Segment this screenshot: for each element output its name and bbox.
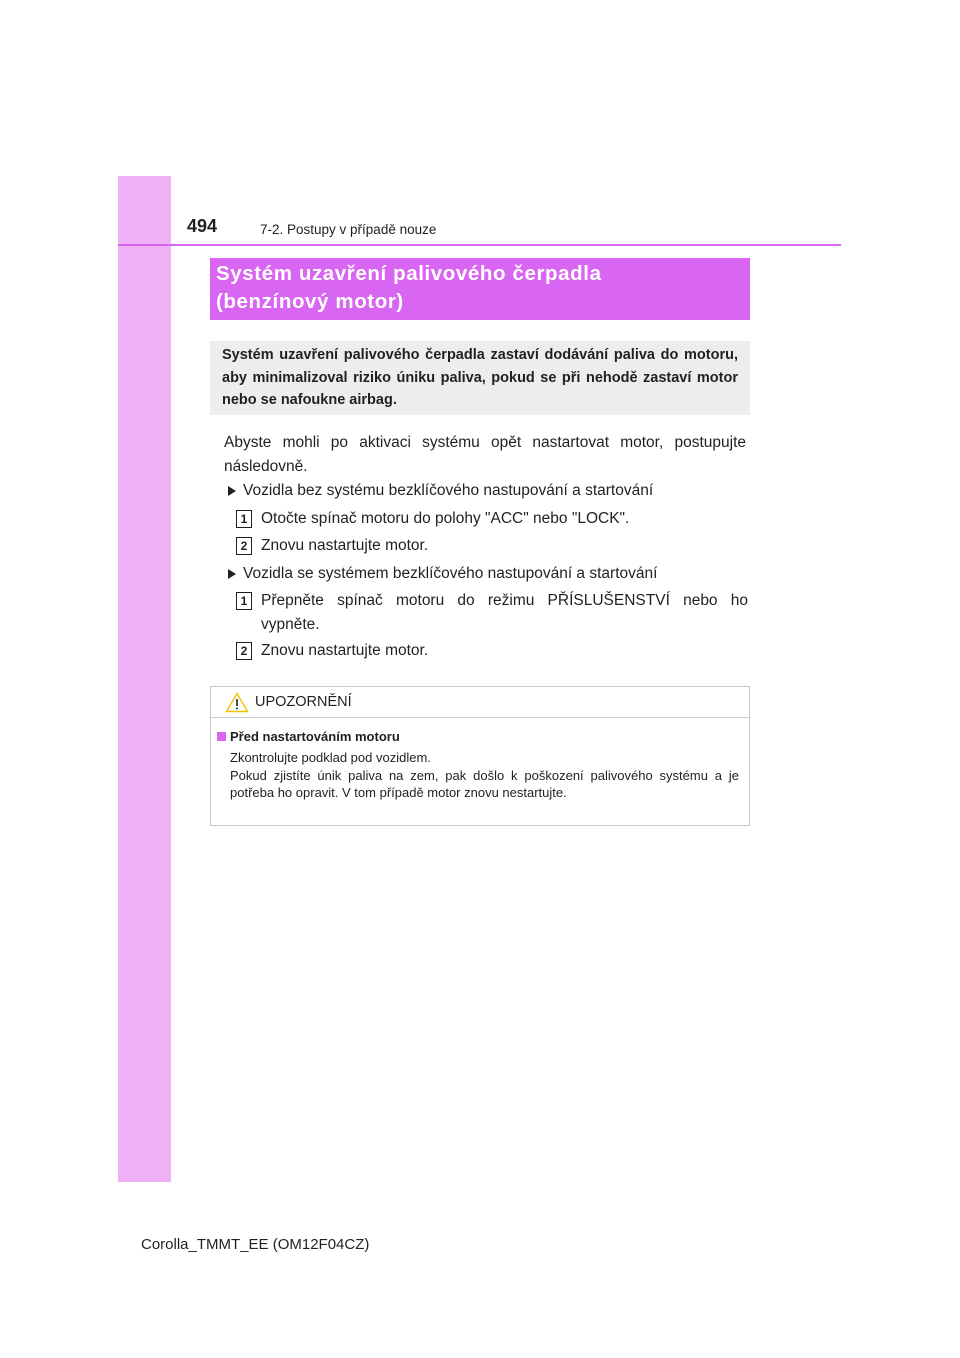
caution-label: UPOZORNĚNÍ <box>255 694 352 710</box>
intro-text: Abyste mohli po aktivaci systému opět nastartovat motor, postupujte následovně. <box>224 434 746 475</box>
group-heading-text: Vozidla bez systému bezklíčového nastupování a startování <box>243 482 654 499</box>
step-text: Znovu nastartujte motor. <box>261 642 429 659</box>
caution-header <box>211 687 749 718</box>
caution-text-line2: Pokud zjistíte únik paliva na zem, pak došlo k poškození palivového systému a je potřeba ho opravit. V tom případě motor znovu nestartujte. <box>230 767 739 800</box>
caution-subtitle <box>217 729 739 744</box>
step-item <box>236 639 748 663</box>
section-title-line1: Systém uzavření palivového čerpadla <box>216 262 602 285</box>
step-item <box>236 507 748 531</box>
caution-text <box>217 749 739 802</box>
caution-box <box>210 686 750 826</box>
warning-triangle-icon <box>225 692 249 713</box>
footer-doc-id: Corolla_TMMT_EE (OM12F04CZ) <box>141 1236 370 1253</box>
caution-text-line1: Zkontrolujte podklad pod vozidlem. <box>230 750 431 765</box>
triangle-bullet-icon <box>228 569 236 579</box>
group-heading-text: Vozidla se systémem bezklíčového nastupování a startování <box>243 565 658 582</box>
step-number-badge: 1 <box>236 592 252 610</box>
summary-box <box>210 341 750 415</box>
step-number-badge: 2 <box>236 642 252 660</box>
group-heading-2 <box>228 562 657 586</box>
caution-body <box>211 718 749 802</box>
triangle-bullet-icon <box>228 486 236 496</box>
summary-text: Systém uzavření palivového čerpadla zastaví dodávání paliva do motoru, aby minimalizoval riziko úniku paliva, pokud se při nehodě zastaví motor nebo se nafoukne airbag. <box>222 347 738 409</box>
chapter-side-bar <box>118 176 171 1182</box>
caution-subtitle-text: Před nastartováním motoru <box>230 729 400 744</box>
step-number-badge: 2 <box>236 537 252 555</box>
step-item <box>236 534 748 558</box>
group-heading-1 <box>228 479 653 503</box>
step-number-badge: 1 <box>236 510 252 528</box>
square-bullet-icon <box>217 732 226 741</box>
step-text: Znovu nastartujte motor. <box>261 537 429 554</box>
step-item <box>236 589 748 636</box>
step-text: Otočte spínač motoru do polohy "ACC" nebo "LOCK". <box>261 510 630 527</box>
page-number: 494 <box>187 216 218 236</box>
header-rule <box>118 244 841 246</box>
chapter-title: 7-2. Postupy v případě nouze <box>260 222 437 237</box>
step-text: Přepněte spínač motoru do režimu PŘÍSLUŠENSTVÍ nebo ho vypněte. <box>261 592 748 633</box>
section-title <box>210 258 750 320</box>
section-title-line2: (benzínový motor) <box>216 290 404 313</box>
